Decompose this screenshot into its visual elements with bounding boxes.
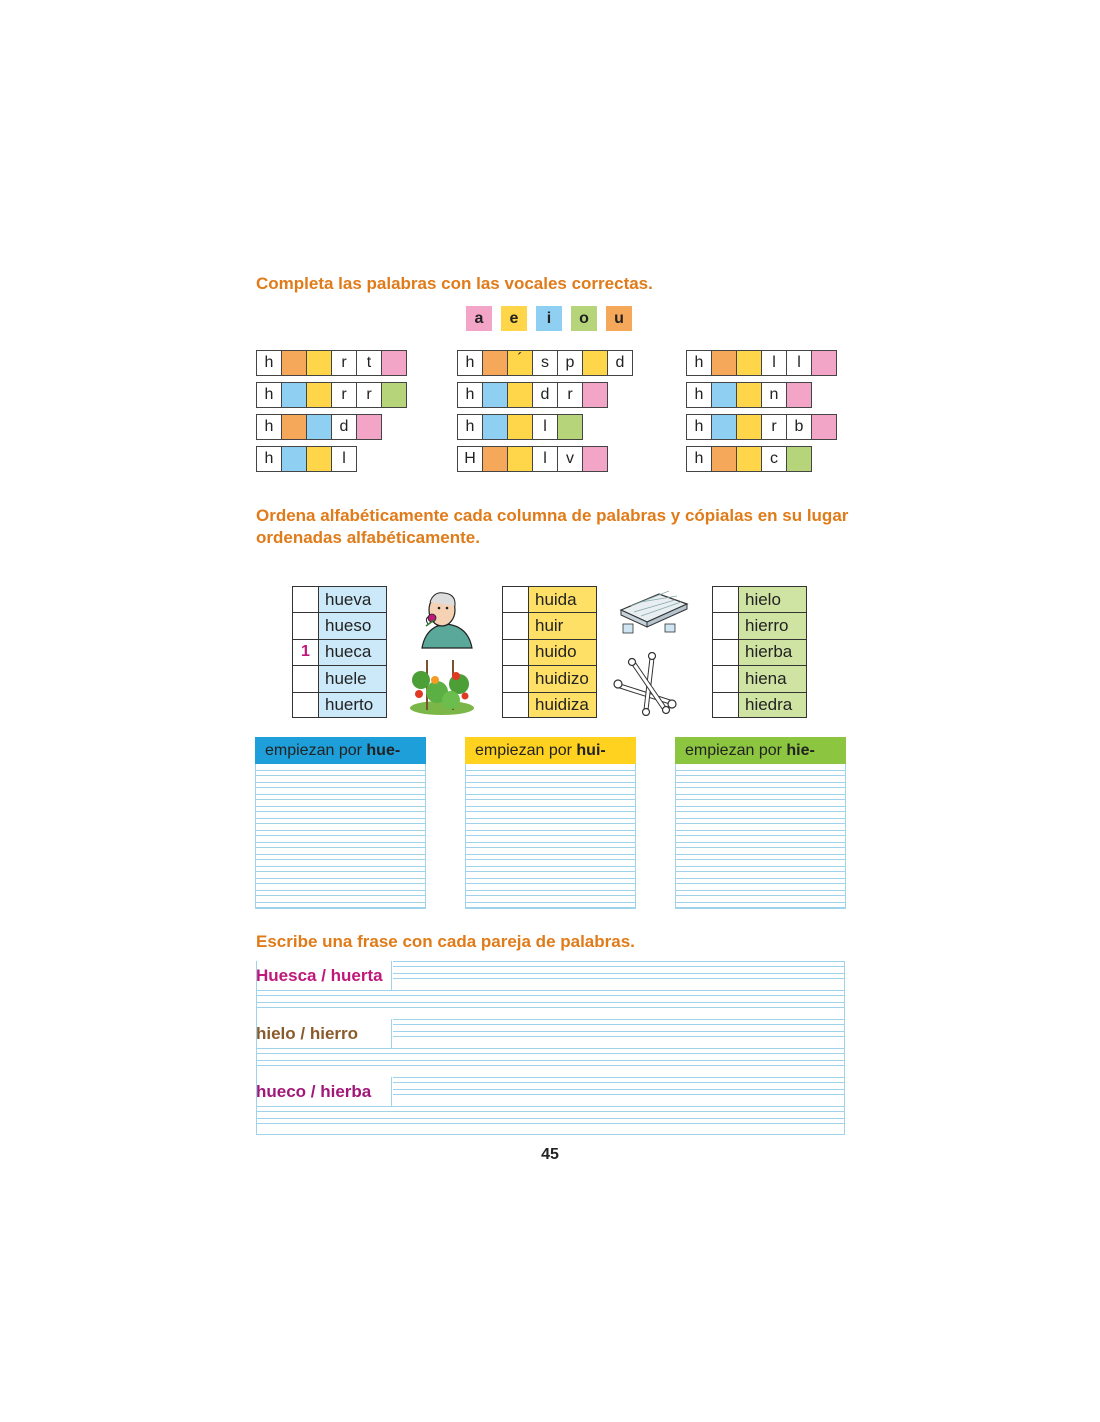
list-item xyxy=(712,665,807,691)
letter-cell: d xyxy=(607,350,633,376)
bones-icon xyxy=(612,652,688,716)
vowel-slot[interactable] xyxy=(356,414,382,440)
vowel-slot[interactable] xyxy=(482,414,508,440)
list-item xyxy=(502,692,597,718)
list-word: huele xyxy=(319,665,387,691)
list-item xyxy=(292,586,387,612)
list-word: huida xyxy=(529,586,597,612)
list-word: hueva xyxy=(319,586,387,612)
write-box-header xyxy=(675,737,846,764)
writing-lines[interactable] xyxy=(255,764,426,909)
vowel-slot[interactable] xyxy=(786,446,812,472)
writing-lines[interactable] xyxy=(675,764,846,909)
list-word: huidizo xyxy=(529,665,597,691)
word-puzzle xyxy=(686,414,837,440)
vowel-slot[interactable] xyxy=(281,350,307,376)
order-box[interactable] xyxy=(712,692,739,718)
list-item xyxy=(292,665,387,691)
letter-cell: h xyxy=(457,350,483,376)
order-box[interactable] xyxy=(712,586,739,612)
word-puzzle xyxy=(256,350,407,376)
word-puzzle xyxy=(686,350,837,376)
vowel-slot[interactable] xyxy=(507,414,533,440)
letter-cell: l xyxy=(761,350,787,376)
letter-cell: c xyxy=(761,446,787,472)
list-item xyxy=(712,586,807,612)
sentence-pairs xyxy=(256,961,845,1135)
vowel-a: a xyxy=(466,306,492,331)
letter-cell: h xyxy=(686,382,712,408)
vowel-slot[interactable] xyxy=(381,382,407,408)
vowel-slot[interactable] xyxy=(482,382,508,408)
letter-cell: b xyxy=(786,414,812,440)
pair-label: hueco / hierba xyxy=(256,1077,392,1106)
vowel-slot[interactable] xyxy=(711,382,737,408)
order-box[interactable]: 1 xyxy=(292,639,319,665)
word-puzzle xyxy=(256,446,357,472)
write-box-header xyxy=(465,737,636,764)
letter-cell: l xyxy=(331,446,357,472)
list-word: hierba xyxy=(739,639,807,665)
write-box-header xyxy=(255,737,426,764)
vowel-slot[interactable] xyxy=(582,446,608,472)
section-title-order-line1: Ordena alfabéticamente cada columna de palabras y cópialas en su lugar xyxy=(256,506,849,525)
list-word: huerto xyxy=(319,692,387,718)
vowel-slot[interactable] xyxy=(557,414,583,440)
vowel-slot[interactable] xyxy=(482,446,508,472)
write-box-hui xyxy=(465,737,636,909)
order-box[interactable] xyxy=(292,586,319,612)
list-item xyxy=(502,639,597,665)
letter-cell: p xyxy=(557,350,583,376)
letter-cell: l xyxy=(532,446,558,472)
order-box[interactable] xyxy=(502,612,529,638)
word-puzzle xyxy=(256,414,382,440)
letter-cell: s xyxy=(532,350,558,376)
word-list-hui xyxy=(502,586,597,718)
list-item xyxy=(502,586,597,612)
write-box-prefix: empiezan por xyxy=(685,741,782,759)
vowel-slot[interactable]: ´ xyxy=(507,350,533,376)
list-item xyxy=(502,612,597,638)
vowel-slot[interactable] xyxy=(736,414,762,440)
letter-cell: r xyxy=(331,350,357,376)
word-puzzle xyxy=(256,382,407,408)
pair-label: hielo / hierro xyxy=(256,1019,392,1048)
order-box[interactable] xyxy=(292,692,319,718)
order-box[interactable] xyxy=(292,612,319,638)
word-puzzle xyxy=(457,382,608,408)
vowel-slot[interactable] xyxy=(736,446,762,472)
vowel-slot[interactable] xyxy=(736,382,762,408)
ice-tray-icon xyxy=(617,588,689,638)
pair-label: Huesca / huerta xyxy=(256,961,392,990)
vowel-slot[interactable] xyxy=(306,350,332,376)
vowel-slot[interactable] xyxy=(281,414,307,440)
order-box[interactable] xyxy=(712,612,739,638)
old-man-smelling-icon xyxy=(412,588,478,650)
letter-cell: l xyxy=(786,350,812,376)
letter-cell: v xyxy=(557,446,583,472)
letter-cell: h xyxy=(686,446,712,472)
list-item xyxy=(712,612,807,638)
letter-cell: h xyxy=(256,414,282,440)
letter-cell: n xyxy=(761,382,787,408)
order-box[interactable] xyxy=(712,665,739,691)
vowel-slot[interactable] xyxy=(507,446,533,472)
list-word: hueso xyxy=(319,612,387,638)
write-box-suffix: hue- xyxy=(366,741,401,759)
list-word: hueca xyxy=(319,639,387,665)
order-box[interactable] xyxy=(502,586,529,612)
list-word: hiena xyxy=(739,665,807,691)
list-item xyxy=(292,612,387,638)
section-title-order-line2: ordenadas alfabéticamente. xyxy=(256,528,480,547)
vowel-slot[interactable] xyxy=(711,350,737,376)
letter-cell: H xyxy=(457,446,483,472)
vowel-slot[interactable] xyxy=(582,382,608,408)
letter-cell: h xyxy=(686,414,712,440)
word-puzzle xyxy=(686,446,812,472)
order-box[interactable] xyxy=(502,692,529,718)
vowel-slot[interactable] xyxy=(381,350,407,376)
list-word: huidiza xyxy=(529,692,597,718)
letter-cell: h xyxy=(457,414,483,440)
word-puzzle xyxy=(457,446,608,472)
word-puzzle xyxy=(457,414,583,440)
vowel-slot[interactable] xyxy=(786,382,812,408)
letter-cell: d xyxy=(331,414,357,440)
word-puzzle xyxy=(686,382,812,408)
letter-cell: h xyxy=(256,382,282,408)
letter-cell: h xyxy=(686,350,712,376)
vowel-slot[interactable] xyxy=(711,414,737,440)
letter-cell: d xyxy=(532,382,558,408)
sentence-pair xyxy=(256,1077,845,1135)
list-word: hielo xyxy=(739,586,807,612)
list-item xyxy=(712,692,807,718)
vowel-e: e xyxy=(501,306,527,331)
letter-cell: r xyxy=(761,414,787,440)
vowel-slot[interactable] xyxy=(306,382,332,408)
write-box-hie xyxy=(675,737,846,909)
list-word: huido xyxy=(529,639,597,665)
vegetable-garden-icon xyxy=(407,654,477,716)
order-box[interactable] xyxy=(502,639,529,665)
vowel-slot[interactable] xyxy=(811,350,837,376)
vowel-slot[interactable] xyxy=(582,350,608,376)
write-box-prefix: empiezan por xyxy=(265,741,362,759)
vowel-i: i xyxy=(536,306,562,331)
word-puzzle xyxy=(457,350,633,376)
vowel-slot[interactable] xyxy=(306,446,332,472)
vowel-slot[interactable] xyxy=(711,446,737,472)
list-item xyxy=(502,665,597,691)
writing-lines[interactable] xyxy=(465,764,636,909)
vowel-slot[interactable] xyxy=(507,382,533,408)
list-item xyxy=(712,639,807,665)
letter-cell: t xyxy=(356,350,382,376)
letter-cell: h xyxy=(256,446,282,472)
vowel-u: u xyxy=(606,306,632,331)
vowel-slot[interactable] xyxy=(811,414,837,440)
list-word: huir xyxy=(529,612,597,638)
sentence-pair xyxy=(256,961,845,1019)
sentence-pair xyxy=(256,1019,845,1077)
order-box[interactable] xyxy=(712,639,739,665)
vowel-o: o xyxy=(571,306,597,331)
word-list-hue xyxy=(292,586,387,718)
write-box-prefix: empiezan por xyxy=(475,741,572,759)
order-box[interactable] xyxy=(292,665,319,691)
letter-cell: r xyxy=(356,382,382,408)
page-number: 45 xyxy=(541,1146,559,1163)
section-title-sentences: Escribe una frase con cada pareja de palabras. xyxy=(256,932,635,951)
vowel-slot[interactable] xyxy=(482,350,508,376)
write-box-hue xyxy=(255,737,426,909)
list-word: hiedra xyxy=(739,692,807,718)
vowel-slot[interactable] xyxy=(281,382,307,408)
letter-cell: l xyxy=(532,414,558,440)
section-title-vowels: Completa las palabras con las vocales correctas. xyxy=(256,274,653,293)
letter-cell: r xyxy=(557,382,583,408)
letter-cell: h xyxy=(256,350,282,376)
list-item xyxy=(292,639,387,665)
order-box[interactable] xyxy=(502,665,529,691)
word-list-hie xyxy=(712,586,807,718)
list-word: hierro xyxy=(739,612,807,638)
write-box-suffix: hui- xyxy=(576,741,606,759)
list-item xyxy=(292,692,387,718)
vowel-slot[interactable] xyxy=(736,350,762,376)
letter-cell: h xyxy=(457,382,483,408)
vowel-legend xyxy=(466,306,632,331)
write-box-suffix: hie- xyxy=(786,741,815,759)
letter-cell: r xyxy=(331,382,357,408)
vowel-slot[interactable] xyxy=(306,414,332,440)
vowel-slot[interactable] xyxy=(281,446,307,472)
